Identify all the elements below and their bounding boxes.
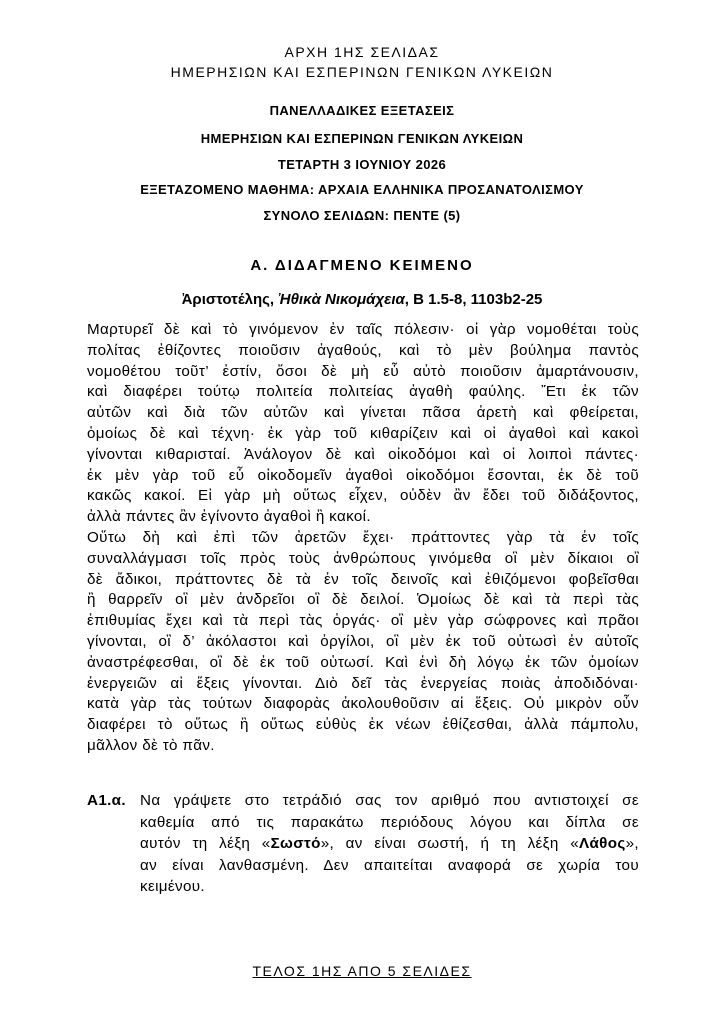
keyword-wrong: Λάθος [579,835,626,852]
passage-paragraph-1 [87,320,639,528]
source-work: Ἠθικὰ Νικομάχεια [278,291,405,308]
passage-line: κατὰ γὰρ τὰς τούτων διαφορὰς ἀκολουθοῦσιν αἱ ἕξεις. Οὐ μικρὸν οὖν [87,695,639,713]
question-line: κειμένου. [140,878,205,895]
source-author: Ἀριστοτέλης, [181,291,279,308]
question-text [140,790,639,898]
passage-line: πολίτας ἐθίζοντες ποιοῦσιν ἀγαθούς, καὶ τὸ μὲν βούλημα παντὸς [87,341,639,359]
exam-title: ΠΑΝΕΛΛΑΔΙΚΕΣ ΕΞΕΤΑΣΕΙΣ [269,103,455,118]
passage-line: ὁμοίως δὲ καὶ τέχνη· ἐκ γὰρ τοῦ κιθαρίζειν καὶ οἱ ἀγαθοὶ καὶ κακοὶ [87,424,639,442]
page-footer [0,963,724,979]
source-reference: , Β 1.5-8, 1103b2-25 [404,291,543,308]
section-title: Α. ΔΙΔΑΓΜΕΝΟ ΚΕΙΜΕΝΟ [250,257,474,274]
passage-line: νομοθέτου τοῦτ’ ἐστίν, ὅσοι δὲ μὴ εὖ αὐτὸ ποιοῦσιν ἁμαρτάνουσιν, [87,362,639,380]
passage-line: Οὕτω δὴ καὶ ἐπὶ τῶν ἀρετῶν ἔχει· πράττοντες γὰρ τὰ ἐν τοῖς [87,528,639,546]
passage-paragraph-2 [87,528,639,757]
passage-line: Μαρτυρεῖ δὲ καὶ τὸ γινόμενον ἐν ταῖς πόλεσιν· οἱ γὰρ νομοθέται τοὺς [87,321,639,338]
question-line: καθεμία από τις παρακάτω περιόδους λόγου και δίπλα σε [140,813,639,831]
greek-passage [87,320,639,757]
exam-school-type: ΗΜΕΡΗΣΙΩΝ ΚΑΙ ΕΣΠΕΡΙΝΩΝ ΓΕΝΙΚΩΝ ΛΥΚΕΙΩΝ [200,131,524,146]
keyword-correct: Σωστό [270,835,321,852]
exam-date: ΤΕΤΑΡΤΗ 3 ΙΟΥΝΙΟΥ 2026 [277,157,447,172]
question-line-with-keywords [140,833,639,855]
question-text-fragment: », αν είναι σωστή, ή τη λέξη « [320,835,579,852]
question-a1a [87,790,639,898]
page-header-start: ΑΡΧΗ 1ΗΣ ΣΕΛΙΔΑΣ [284,44,440,60]
passage-line: ἀλλὰ πάντες ἂν ἐγίνοντο ἀγαθοὶ ἢ κακοί. [87,508,371,526]
question-line: αν είναι λανθασμένη. Δεν απαιτείται αναφορά σε χωρία του [140,856,639,874]
passage-line: ἀναστρέφεσθαι, οἳ δὲ ἐκ τοῦ οὑτωσί. Καὶ ἑνὶ δὴ λόγῳ ἐκ τῶν ὁμοίων [87,653,639,671]
question-text-fragment: », [625,835,639,852]
passage-line: γίνονται, οἳ δ’ ἀκόλαστοι καὶ ὀργίλοι, οἳ μὲν ἐκ τοῦ οὑτωσὶ ἐν αὐτοῖς [87,632,639,650]
passage-line: καὶ διαφέρει τούτῳ πολιτεία πολιτείας ἀγαθὴ φαύλης. Ἔτι ἐκ τῶν [87,383,639,401]
passage-line: ἐκ μὲν γὰρ τοῦ εὖ οἰκοδομεῖν ἀγαθοὶ οἰκοδόμοι ἔσονται, ἐκ δὲ τοῦ [87,466,639,484]
question-line: Να γράψετε στο τετράδιό σας τον αριθμό που αντιστοιχεί σε [140,792,639,809]
passage-line: ἐπιθυμίας ἔχει καὶ τὰ περὶ τὰς ὀργάς· οἳ μὲν γὰρ σώφρονες καὶ πρᾶοι [87,612,639,630]
exam-page-count: ΣΥΝΟΛΟ ΣΕΛΙΔΩΝ: ΠΕΝΤΕ (5) [263,208,461,223]
passage-line: διαφέρει τὸ οὕτως ἢ οὕτως εὐθὺς ἐκ νέων ἐθίζεσθαι, ἀλλὰ πάμπολυ, [87,716,639,734]
question-text-fragment: αυτόν τη λέξη « [140,835,271,852]
passage-line: κακῶς κακοί. Εἰ γὰρ μὴ οὕτως εἶχεν, οὐδὲν ἂν ἔδει τοῦ διδάξοντος, [87,487,639,505]
text-source [0,291,724,308]
passage-line: γίνονται κιθαρισταί. Ἀνάλογον δὲ καὶ οἰκοδόμοι καὶ οἱ λοιποὶ πάντες· [87,445,639,463]
passage-line: δὲ ἄδικοι, πράττοντες δὲ τὰ ἐν τοῖς δεινοῖς καὶ ἐθιζόμενοι φοβεῖσθαι [87,570,639,588]
passage-line: ἐνεργειῶν αἱ ἕξεις γίνονται. Διὸ δεῖ τὰς ἐνεργείας ποιὰς ἀποδιδόναι· [87,674,639,692]
question-label: Α1.α. [87,792,126,809]
passage-line: αὐτῶν καὶ διὰ τῶν αὐτῶν καὶ γίνεται πᾶσα ἀρετὴ καὶ φθείρεται, [87,404,639,422]
page-header-school: ΗΜΕΡΗΣΙΩΝ ΚΑΙ ΕΣΠΕΡΙΝΩΝ ΓΕΝΙΚΩΝ ΛΥΚΕΙΩΝ [170,64,554,80]
page-footer-text: ΤΕΛΟΣ 1ΗΣ ΑΠΟ 5 ΣΕΛΙΔΕΣ [252,963,472,979]
exam-subject: ΕΞΕΤΑΖΟΜΕΝΟ ΜΑΘΗΜΑ: ΑΡΧΑΙΑ ΕΛΛΗΝΙΚΑ ΠΡΟΣΑΝΑΤΟΛΙΣΜΟΥ [140,182,584,197]
passage-line: μᾶλλον δὲ τὸ πᾶν. [87,736,215,754]
passage-line: ἢ θαρρεῖν οἳ μὲν ἀνδρεῖοι οἳ δὲ δειλοί. Ὁμοίως δὲ καὶ τὰ περὶ τὰς [87,591,639,609]
passage-line: συναλλάγμασι τοῖς πρὸς τοὺς ἀνθρώπους γινόμεθα οἳ μὲν δίκαιοι οἳ [87,549,639,567]
